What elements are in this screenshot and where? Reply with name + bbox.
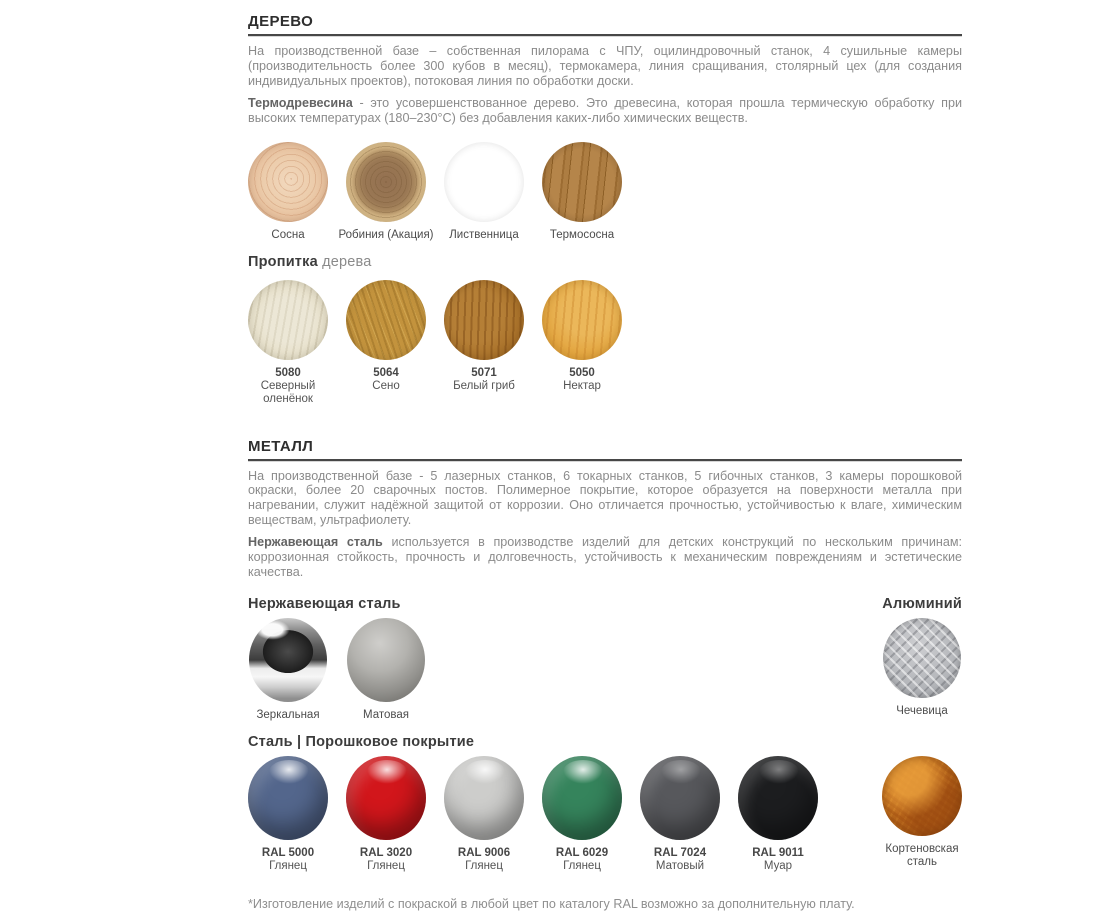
metal-paragraph-2 [248,535,962,580]
wood-species-item [338,142,434,242]
impregnation-title [248,254,962,270]
ral-code: RAL 3020 [359,846,413,859]
wood-swatch-pine [248,142,328,222]
wood-section-title: ДЕРЕВО [248,13,314,30]
ral-code: RAL 6029 [555,846,609,859]
stainless-title: Нержавеющая сталь [248,595,401,612]
impregnation-swatch-5064 [346,280,426,360]
wood-species-label: Термососна [549,228,615,241]
ral-item [542,756,622,873]
metal-paragraph-2-lead: Нержавеющая сталь [248,535,383,550]
ral-code: RAL 5000 [261,846,315,859]
ral-swatch-6029 [542,756,622,840]
wood-swatch-thermopine [542,142,622,222]
stainless-aluminum-row [248,618,962,722]
stainless-label: Зеркальная [256,708,320,721]
ral-swatch-7024 [640,756,720,840]
ral-code: RAL 9011 [752,846,804,859]
ral-swatch-5000 [248,756,328,840]
ral-finish: Глянец [563,859,601,872]
impregnation-label [372,367,399,393]
ral-swatch-3020 [346,756,426,840]
impregnation-swatch-5071 [444,280,524,360]
impregnation-label [248,367,328,406]
impregnation-name: Северный оленёнок [260,379,316,405]
impregnation-title-sub: дерева [322,253,372,270]
ral-code: RAL 7024 [653,846,707,859]
impregnation-code: 5071 [471,366,497,379]
impregnation-code: 5080 [275,366,301,379]
metal-subhead-row [248,596,962,612]
wood-species-row [248,142,962,242]
ral-label [360,847,412,873]
ral-label [752,847,804,873]
ral-swatch-9006 [444,756,524,840]
ral-finish: Матовый [655,859,705,872]
aluminum-title: Алюминий [882,595,962,612]
page-content [248,0,962,923]
ral-label [458,847,510,873]
stainless-item [248,618,328,722]
footnote: *Изготовление изделий с покраской в любой цвет по каталогу RAL возможно за дополнительную плату. [248,896,855,911]
ral-finish: Глянец [269,859,307,872]
corten-label: Кортеновская сталь [885,842,959,868]
impregnation-name: Белый гриб [453,379,515,392]
impregnation-code: 5064 [373,366,399,379]
aluminum-swatch-checkerplate [883,618,961,698]
impregnation-name: Нектар [563,379,601,392]
impregnation-row [248,280,962,406]
ral-finish: Глянец [367,859,405,872]
wood-swatch-robinia [346,142,426,222]
wood-section-divider [248,34,962,37]
ral-item [248,756,328,873]
ral-item [444,756,524,873]
stainless-swatch-mirror [249,618,327,702]
aluminum-item [882,618,962,718]
metal-paragraph-2-rest: используется в производстве изделий для детских конструкций по нескольким причинам: коррозионная стойкость, прочность и долговечность, устойчивость к механическим повреждениям и эстетические качества. [248,535,962,579]
impregnation-name: Сено [372,379,400,392]
impregnation-item [248,280,328,406]
corten-item [882,756,962,869]
powder-coating-row [248,756,962,873]
metal-paragraph-1: На производственной базе - 5 лазерных станков, 6 токарных станков, 5 гибочных станков, 3 камеры порошковой окраски, более 20 сварочных постов. Полимерное покрытие, которое образуется на поверхности металла при нагревании, служит надёжной защитой от коррозии. Оно отличается прочностью, устойчивостью к влаге, химическим веществам, ультрафиолету. [248,468,962,528]
metal-section-divider [248,459,962,462]
impregnation-item [542,280,622,393]
stainless-label: Матовая [363,708,409,721]
metal-section-title: МЕТАЛЛ [248,437,314,455]
ral-item [346,756,426,873]
wood-species-item [248,142,328,242]
ral-item [738,756,818,873]
impregnation-item [444,280,524,393]
wood-paragraph-2 [248,96,962,126]
impregnation-swatch-5050 [542,280,622,360]
impregnation-code: 5050 [569,366,595,379]
impregnation-swatch-5080 [248,280,328,360]
wood-species-item [542,142,622,242]
impregnation-title-main: Пропитка [248,253,318,270]
wood-swatch-larch [444,142,524,222]
wood-paragraph-2-lead: Термодревесина [248,95,353,110]
powder-coating-title: Сталь | Порошковое покрытие [248,733,475,750]
impregnation-label [563,367,601,393]
impregnation-label [453,367,515,393]
wood-species-item [444,142,524,242]
wood-species-label: Сосна [271,228,305,241]
impregnation-item [346,280,426,393]
wood-species-label: Робиния (Акация) [338,228,434,241]
wood-paragraph-2-rest: - это усовершенствованное дерево. Это древесина, которая прошла термическую обработку при высоких температурах (180–230°С) без добавления каких-либо химических веществ. [248,95,962,125]
wood-species-label: Лиственница [449,228,519,241]
ral-swatch-9011 [738,756,818,840]
ral-code: RAL 9006 [457,846,511,859]
ral-label [654,847,706,873]
stainless-item [346,618,426,722]
corten-swatch [882,756,962,836]
ral-label [262,847,314,873]
wood-paragraph-1: На производственной базе – собственная пилорама с ЧПУ, оцилиндровочный станок, 4 сушильные камеры (производительность более 300 кубов в месяц), термокамера, линия сращивания, столярный цех (для создания индивидуальных проектов), потоковая линия по обработки доски. [248,44,962,88]
ral-label [556,847,608,873]
ral-finish: Глянец [465,859,503,872]
ral-item [640,756,720,873]
stainless-swatch-matte [347,618,425,702]
aluminum-label: Чечевица [896,704,948,717]
ral-finish: Муар [763,859,793,872]
